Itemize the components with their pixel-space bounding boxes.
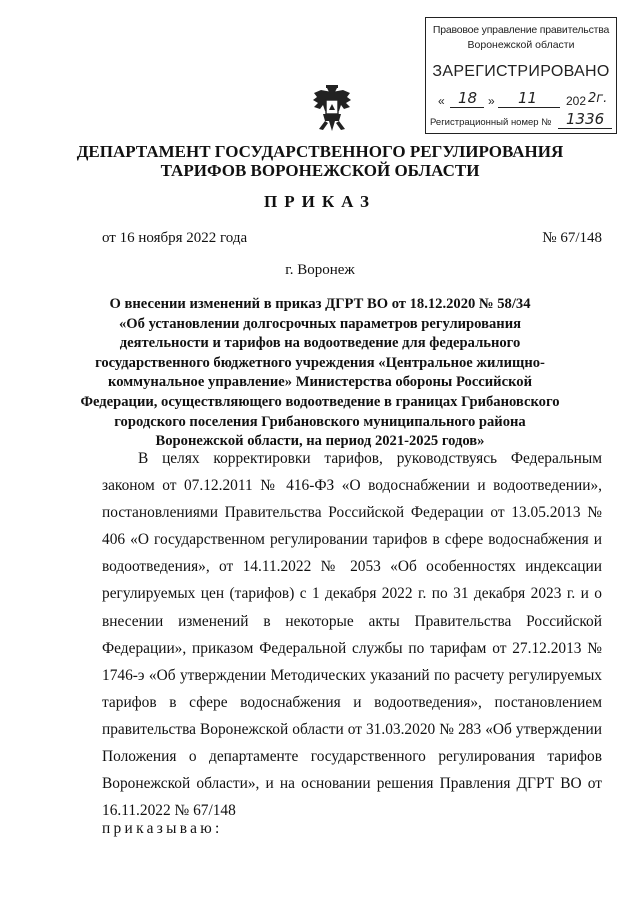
body-paragraph: В целях корректировки тарифов, руководствуясь Федеральным законом от 07.12.2011 № 416-ФЗ «О водоснабжении и водоотведении», постановлениями Правительства Российской Федерации от 13.05.2013 № 406 «О государственном регулировании тарифов в сфере водоснабжения и водоотведения», от 14.11.2022 № 2053 «Об особенностях индексации регулируемых цен (тарифов) с 1 декабря 2022 г. по 31 декабря 2023 г. и о внесении изменений в некоторые акты Правительства Российской Федерации», приказом Федеральной службы по тарифам от 27.12.2013 № 1746-э «Об утверждении Методических указаний по расчету регулируемых тарифов в сфере водоснабжения и водоотведения», постановлением правительства Воронежской области от 31.03.2020 № 283 «Об утверждении Положения о департаменте государственного регулирования тарифов Воронежской области», и на основании решения Правления ДГРТ ВО от 16.11.2022 № 67/148 bbox=[102, 450, 602, 820]
title-line: Воронежской области, на период 2021-2025 годов» bbox=[155, 433, 485, 450]
title-line: Федерации, осуществляющего водоотведение в границах Грибановского bbox=[80, 393, 560, 410]
title-line: «Об установлении долгосрочных параметров регулирования bbox=[118, 315, 521, 332]
order-word: приказываю: bbox=[102, 820, 223, 837]
document-date: от 16 ноября 2022 года bbox=[102, 230, 248, 246]
department-name-line2: ТАРИФОВ ВОРОНЕЖСКОЙ ОБЛАСТИ bbox=[160, 161, 480, 180]
stamp-reg-label: Регистрационный номер № bbox=[430, 117, 552, 128]
coat-of-arms-icon bbox=[311, 83, 353, 133]
stamp-year-suffix: 2г. bbox=[588, 91, 608, 106]
title-line: городского поселения Грибановского муниципального района bbox=[114, 413, 526, 430]
registration-stamp bbox=[425, 17, 617, 134]
stamp-year-prefix: 202 bbox=[566, 94, 587, 108]
document-number: № 67/148 bbox=[542, 230, 602, 246]
stamp-date-line: « 18 » 11 202 2г. bbox=[438, 89, 608, 108]
document-type: ПРИКАЗ bbox=[264, 192, 376, 211]
stamp-reg-line bbox=[430, 110, 616, 131]
title-line: деятельности и тарифов на водоотведение для федерального bbox=[119, 335, 521, 352]
title-line: О внесении изменений в приказ ДГРТ ВО от 18.12.2020 № 58/34 bbox=[109, 296, 531, 312]
title-line: государственного бюджетного учреждения «Центральное жилищно- bbox=[95, 354, 545, 371]
stamp-org-line2: Воронежской области bbox=[467, 39, 575, 51]
department-name-line1: ДЕПАРТАМЕНТ ГОСУДАРСТВЕННОГО РЕГУЛИРОВАНИЯ bbox=[76, 142, 564, 161]
document-city: г. Воронеж bbox=[285, 262, 355, 278]
document-title bbox=[80, 295, 560, 452]
stamp-reg-number: 1336 bbox=[566, 110, 605, 128]
stamp-month: 11 bbox=[518, 89, 538, 107]
stamp-status: ЗАРЕГИСТРИРОВАНО bbox=[432, 63, 610, 80]
stamp-day: 18 bbox=[458, 89, 478, 107]
title-line: коммунальное управление» Министерства обороны Российской bbox=[108, 374, 532, 391]
stamp-org-line1: Правовое управление правительства bbox=[432, 24, 610, 36]
